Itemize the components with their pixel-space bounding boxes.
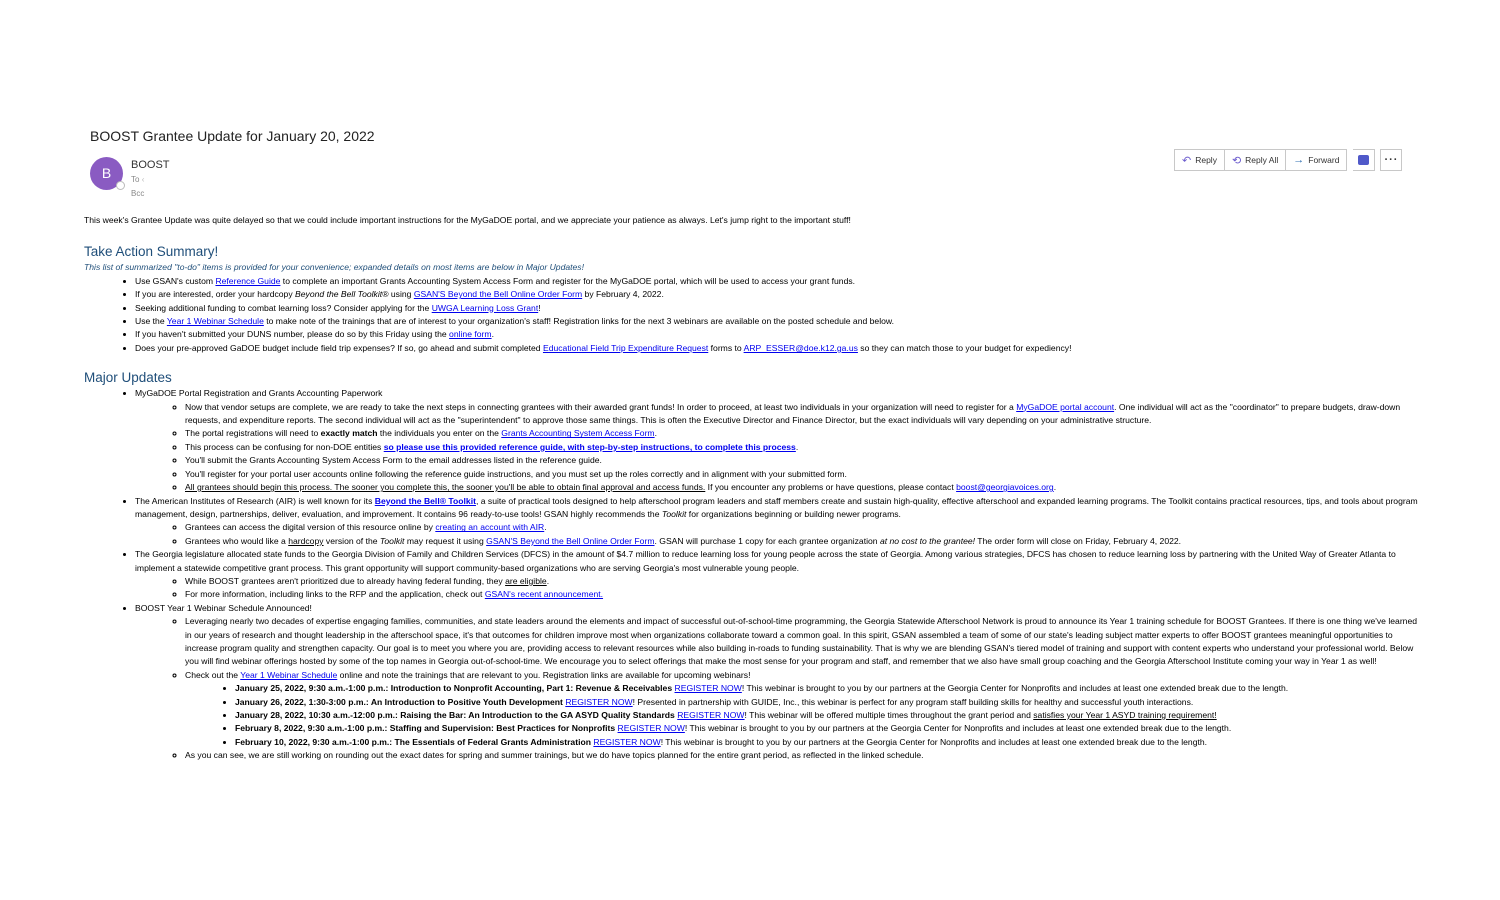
- arp-esser-email-link[interactable]: ARP_ESSER@doe.k12.ga.us: [743, 342, 858, 353]
- webinar-session: • January 28, 2022, 10:30 a.m.-12:00 p.m.: Raising the Bar: An Introduction to the GA ASYD Quality Standards REGISTER NOW! This webinar will be offered multiple times throughout the grant period and satisfies your Year 1 ASYD training requirement!: [235, 709, 1424, 722]
- avatar: [90, 157, 123, 190]
- avatar-initial: B: [101, 165, 112, 181]
- mygadoe-account-link[interactable]: MyGaDOE portal account: [1016, 401, 1115, 412]
- list-item: ◦ The portal registrations will need to exactly match the individuals you enter on the Grants Accounting System Access Form.: [185, 427, 1424, 440]
- take-action-list: [84, 275, 1424, 355]
- list-item: • Use GSAN's custom Reference Guide to complete an important Grants Accounting System Access Form and register for the MyGaDOE portal, which will be used to access your grant funds.: [135, 275, 1424, 288]
- take-action-heading: Take Action Summary!: [84, 244, 219, 260]
- list-item: • The American Institutes of Research (AIR) is well known for its Beyond the Bell® Toolkit, a suite of practical tools designed to help afterschool program leaders and staff members create and sustain high-quality, effective afterschool and expanded learning programs. The Toolkit contains practical resources, tips, and tools about program management, design, partnerships, deliver, evaluation, and improvement. It contains 96 ready-to-use tools! GSAN highly recommends the Toolkit for organizations beginning or building newer programs. ◦ Grantees can access the digital version of this resource online by creating an account with AIR. ◦ Grantees who would like a hardcopy version of the Toolkit may request it using GSAN'S Beyond the Bell Online Order Form. GSAN will purchase 1 copy for each grantee organization at no cost to the grantee! The order form will close on Friday, February 4, 2022.: [135, 495, 1424, 549]
- reply-all-icon: ⟲: [1231, 154, 1242, 167]
- teams-button[interactable]: [1353, 149, 1375, 171]
- order-form-link[interactable]: GSAN'S Beyond the Bell Online Order Form: [413, 289, 583, 300]
- list-item: ◦ Leveraging nearly two decades of expertise engaging families, communities, and state leaders around the elements and impact of successful out-of-school-time programming, the Georgia Statewide Afterschool Network is proud to announce its Year 1 training schedule for BOOST Grantees. If there is one thing we've learned in our years of research and thought leadership in the afterschool space, it's that outcomes for children improve most when organizations collaborate toward a common goal. In this spirit, GSAN assembled a team of some of our state's leading subject matter experts to offer BOOST grantees meaningful opportunities to increase program quality and strengthen capacity. Our goal is to meet you where you are, providing access to relevant resources while also building in-roads to funding sustainability. That is why we are blending GSAN's tiered model of training and support with content experts who understand your professional world. Below you will find webinar offerings hosted by some of the top names in Georgia out-of-school-time. We encourage you to select offerings that make the most sense for your program and staff, and remember that we also have small group coaching and the Georgia Afterschool Institute coming your way in Year 1 as well!: [185, 615, 1424, 669]
- chevron-left-icon[interactable]: ‹: [141, 175, 145, 184]
- email-body: [84, 214, 1424, 763]
- presence-indicator: [116, 181, 125, 190]
- webinar-schedule-link-2[interactable]: Year 1 Webinar Schedule: [240, 669, 338, 680]
- more-icon: ···: [1384, 154, 1399, 166]
- duns-online-form-link[interactable]: online form: [449, 329, 492, 340]
- reply-button[interactable]: [1174, 149, 1225, 171]
- register-now-link[interactable]: REGISTER NOW: [674, 683, 742, 694]
- boost-email-link[interactable]: boost@georgiavoices.org: [956, 482, 1054, 493]
- forward-button[interactable]: [1286, 149, 1347, 171]
- list-item: • If you are interested, order your hardcopy Beyond the Bell Toolkit® using GSAN'S Beyond the Bell Online Order Form by February 4, 2022.: [135, 288, 1424, 301]
- to-label: To: [131, 175, 140, 184]
- email-subject: BOOST Grantee Update for January 20, 2022: [90, 128, 375, 144]
- reference-guide-bold-link[interactable]: so please use this provided reference guide, with step-by-step instructions, to complete this process: [383, 441, 796, 452]
- list-item: ◦ All grantees should begin this process. The sooner you complete this, the sooner you'll be able to obtain final approval and access funds. If you encounter any problems or have questions, please contact boost@georgiavoices.org.: [185, 481, 1424, 494]
- webinar-schedule-link[interactable]: Year 1 Webinar Schedule: [166, 316, 264, 327]
- reply-all-label: Reply All: [1245, 155, 1279, 165]
- reply-icon: ↶: [1182, 154, 1192, 167]
- list-item: ◦ Now that vendor setups are complete, we are ready to take the next steps in connecting grantees with their awarded grant funds! In order to proceed, at least two individuals in your organization will need to register for a MyGaDOE portal account. One individual will act as the "coordinator" to prepare budgets, draw-down requests, and expenditure reports. The second individual will act as the "superintendent" to approve those same things. This is often the Executive Director and Finance Director, but the exact individuals will vary depending on your administrative structure.: [185, 401, 1424, 428]
- list-item: • Use the Year 1 Webinar Schedule to make note of the trainings that are of interest to your organization's staff! Registration links for the next 3 webinars are available on the posted schedule and below.: [135, 315, 1424, 328]
- reply-label: Reply: [1195, 155, 1217, 165]
- list-item: ◦ Grantees can access the digital version of this resource online by creating an account with AIR.: [185, 521, 1424, 534]
- register-now-link[interactable]: REGISTER NOW: [677, 710, 745, 720]
- webinar-session: • February 10, 2022, 9:30 a.m.-1:00 p.m.: The Essentials of Federal Grants Administration REGISTER NOW! This webinar is brought to you by our partners at the Georgia Center for Nonprofits and includes at least one extended break due to the length.: [235, 736, 1424, 749]
- register-now-link[interactable]: REGISTER NOW: [593, 736, 661, 747]
- list-item: ◦ You'll register for your portal user accounts online following the reference guide instructions, and you must set up the roles correctly and in alignment with your submitted form.: [185, 468, 1424, 481]
- list-item: • BOOST Year 1 Webinar Schedule Announced! ◦ Leveraging nearly two decades of expertise engaging families, communities, and state leaders around the elements and impact of successful out-of-school-time programming, the Georgia Statewide Afterschool Network is proud to announce its Year 1 training schedule for BOOST Grantees. If there is one thing we've learned in our years of research and thought leadership in the afterschool space, it's that outcomes for children improve most when organizations collaborate toward a common goal. In this spirit, GSAN assembled a team of some of our state's leading subject matter experts to offer BOOST grantees meaningful opportunities to increase program quality and strengthen capacity. Our goal is to meet you where you are, providing access to relevant resources while also building in-roads to funding sustainability. That is why we are blending GSAN's tiered model of training and support with content experts who understand your professional world. Below you will find webinar offerings hosted by some of the top names in Georgia out-of-school-time. We encourage you to select offerings that make the most sense for your program and staff, and remember that we also have small group coaching and the Georgia Afterschool Institute coming your way in Year 1 as well! ◦ Check out the Year 1 Webinar Schedule online and note the trainings that are relevant to you. Registration links are available for upcoming webinars! • January 25, 2022, 9:30 a.m.-1:00 p.m.: Introduction to Nonprofit Accounting, Part 1: Revenue & Receivables REGISTER NOW! This webinar is brought to you by our partners at the Georgia Center for Nonprofits and includes at least one extended break due to the length. • January 26, 2022, 1:30-3:00 p.m.: An Introduction to Positive Youth Development REGISTER NOW! Presented in partnership with GUIDE, Inc., this webinar is perfect for any program staff building skills for healthy and successful youth interactions. • January 28, 2022, 10:30 a.m.-12:00 p.m.: Raising the Bar: An Introduction to the GA ASYD Quality Standards REGISTER NOW! This webinar will be offered multiple times throughout the grant period and satisfies your Year 1 ASYD training requirement! • February 8, 2022, 9:30 a.m.-1:00 p.m.: Staffing and Supervision: Best Practices for Nonprofits REGISTER NOW! This webinar is brought to you by our partners at the Georgia Center for Nonprofits and includes at least one extended break due to the length. • February 10, 2022, 9:30 a.m.-1:00 p.m.: The Essentials of Federal Grants Administration REGISTER NOW! This webinar is brought to you by our partners at the Georgia Center for Nonprofits and includes at least one extended break due to the length. ◦ As you can see, we are still working on rounding out the exact dates for spring and summer trainings, but we do have topics planned for the entire grant period, as reflected in the linked schedule.: [135, 602, 1424, 763]
- uwga-grant-link[interactable]: UWGA Learning Loss Grant: [431, 302, 539, 313]
- air-account-link[interactable]: creating an account with AIR: [435, 522, 545, 533]
- list-item: ◦ While BOOST grantees aren't prioritized due to already having federal funding, they are eligible.: [185, 575, 1424, 588]
- list-item: ◦ Check out the Year 1 Webinar Schedule online and note the trainings that are relevant to you. Registration links are available for upcoming webinars! • January 25, 2022, 9:30 a.m.-1:00 p.m.: Introduction to Nonprofit Accounting, Part 1: Revenue & Receivables REGISTER NOW! This webinar is brought to you by our partners at the Georgia Center for Nonprofits and includes at least one extended break due to the length. • January 26, 2022, 1:30-3:00 p.m.: An Introduction to Positive Youth Development REGISTER NOW! Presented in partnership with GUIDE, Inc., this webinar is perfect for any program staff building skills for healthy and successful youth interactions. • January 28, 2022, 10:30 a.m.-12:00 p.m.: Raising the Bar: An Introduction to the GA ASYD Quality Standards REGISTER NOW! This webinar will be offered multiple times throughout the grant period and satisfies your Year 1 ASYD training requirement! • February 8, 2022, 9:30 a.m.-1:00 p.m.: Staffing and Supervision: Best Practices for Nonprofits REGISTER NOW! This webinar is brought to you by our partners at the Georgia Center for Nonprofits and includes at least one extended break due to the length. • February 10, 2022, 9:30 a.m.-1:00 p.m.: The Essentials of Federal Grants Administration REGISTER NOW! This webinar is brought to you by our partners at the Georgia Center for Nonprofits and includes at least one extended break due to the length.: [185, 669, 1424, 749]
- major-updates-heading: Major Updates: [84, 370, 172, 386]
- bcc-label: Bcc: [131, 189, 145, 198]
- gsan-announcement-link[interactable]: GSAN's recent announcement.: [484, 589, 604, 600]
- field-trip-request-link[interactable]: Educational Field Trip Expenditure Request: [542, 342, 709, 353]
- major-updates-list: [84, 387, 1424, 762]
- forward-label: Forward: [1308, 155, 1340, 165]
- list-item: • MyGaDOE Portal Registration and Grants Accounting Paperwork ◦ Now that vendor setups are complete, we are ready to take the next steps in connecting grantees with their awarded grant funds! In order to proceed, at least two individuals in your organization will need to register for a MyGaDOE portal account. One individual will act as the "coordinator" to prepare budgets, draw-down requests, and expenditure reports. The second individual will act as the "superintendent" to approve those same things. This is often the Executive Director and Finance Director, but the exact individuals will vary depending on your administrative structure. ◦ The portal registrations will need to exactly match the individuals you enter on the Grants Accounting System Access Form. ◦ This process can be confusing for non-DOE entities so please use this provided reference guide, with step-by-step instructions, to complete this process. ◦ You'll submit the Grants Accounting System Access Form to the email addresses listed in the reference guide. ◦ You'll register for your portal user accounts online following the reference guide instructions, and you must set up the roles correctly and in alignment with your submitted form. ◦ All grantees should begin this process. The sooner you complete this, the sooner you'll be able to obtain final approval and access funds. If you encounter any problems or have questions, please contact boost@georgiavoices.org.: [135, 387, 1424, 494]
- to-line: [131, 175, 144, 184]
- list-item: ◦ Grantees who would like a hardcopy version of the Toolkit may request it using GSAN'S Beyond the Bell Online Order Form. GSAN will purchase 1 copy for each grantee organization at no cost to the grantee! The order form will close on Friday, February 4, 2022.: [185, 535, 1424, 548]
- register-now-link[interactable]: REGISTER NOW: [617, 723, 685, 734]
- list-item: ◦ As you can see, we are still working on rounding out the exact dates for spring and summer trainings, but we do have topics planned for the entire grant period, as reflected in the linked schedule.: [185, 749, 1424, 762]
- list-item: ◦ For more information, including links to the RFP and the application, check out GSAN's recent announcement.: [185, 588, 1424, 601]
- list-item: ◦ You'll submit the Grants Accounting System Access Form to the email addresses listed in the reference guide.: [185, 454, 1424, 467]
- list-item: • Seeking additional funding to combat learning loss? Consider applying for the UWGA Learning Loss Grant!: [135, 302, 1424, 315]
- order-form-link-2[interactable]: GSAN'S Beyond the Bell Online Order Form: [486, 535, 655, 546]
- teams-icon: [1358, 155, 1369, 165]
- access-form-link[interactable]: Grants Accounting System Access Form: [501, 428, 655, 439]
- list-item: • If you haven't submitted your DUNS number, please do so by this Friday using the online form.: [135, 328, 1424, 341]
- more-button[interactable]: [1380, 149, 1402, 171]
- register-now-link[interactable]: REGISTER NOW: [565, 696, 633, 707]
- webinar-session: • January 25, 2022, 9:30 a.m.-1:00 p.m.: Introduction to Nonprofit Accounting, Part 1: Revenue & Receivables REGISTER NOW! This webinar is brought to you by our partners at the Georgia Center for Nonprofits and includes at least one extended break due to the length.: [235, 682, 1424, 695]
- forward-icon: →: [1293, 154, 1305, 166]
- webinar-session: • February 8, 2022, 9:30 a.m.-1:00 p.m.: Staffing and Supervision: Best Practices for Nonprofits REGISTER NOW! This webinar is brought to you by our partners at the Georgia Center for Nonprofits and includes at least one extended break due to the length.: [235, 722, 1424, 735]
- toolkit-link[interactable]: Beyond the Bell® Toolkit: [374, 495, 476, 506]
- reply-all-button[interactable]: [1225, 149, 1286, 171]
- reference-guide-link[interactable]: Reference Guide: [215, 275, 281, 286]
- webinar-session: • January 26, 2022, 1:30-3:00 p.m.: An Introduction to Positive Youth Development REGISTER NOW! Presented in partnership with GUIDE, Inc., this webinar is perfect for any program staff building skills for healthy and successful youth interactions.: [235, 696, 1424, 709]
- list-item: • The Georgia legislature allocated state funds to the Georgia Division of Family and Children Services (DFCS) in the amount of $4.7 million to reduce learning loss for young people across the state of Georgia. Among various strategies, DFCS has chosen to reduce learning loss by partnering with the United Way of Greater Atlanta to implement a statewide competitive grant process. This grant opportunity will support community-based organizations who are serving Georgia's most vulnerable young people. ◦ While BOOST grantees aren't prioritized due to already having federal funding, they are eligible. ◦ For more information, including links to the RFP and the application, check out GSAN's recent announcement.: [135, 548, 1424, 602]
- sender-name[interactable]: BOOST: [131, 159, 170, 171]
- intro-text: This week's Grantee Update was quite delayed so that we could include important instructions for the MyGaDOE portal, and we appreciate your patience as always. Let's jump right to the important stuff!: [84, 215, 851, 225]
- take-action-subtitle: This list of summarized "to-do" items is provided for your convenience; expanded details on most items are below in Major Updates!: [84, 262, 584, 273]
- list-item: • Does your pre-approved GaDOE budget include field trip expenses? If so, go ahead and submit completed Educational Field Trip Expenditure Request forms to ARP_ESSER@doe.k12.ga.us so they can match those to your budget for expediency!: [135, 342, 1424, 355]
- list-item: ◦ This process can be confusing for non-DOE entities so please use this provided reference guide, with step-by-step instructions, to complete this process.: [185, 441, 1424, 454]
- message-actions: [1174, 149, 1402, 171]
